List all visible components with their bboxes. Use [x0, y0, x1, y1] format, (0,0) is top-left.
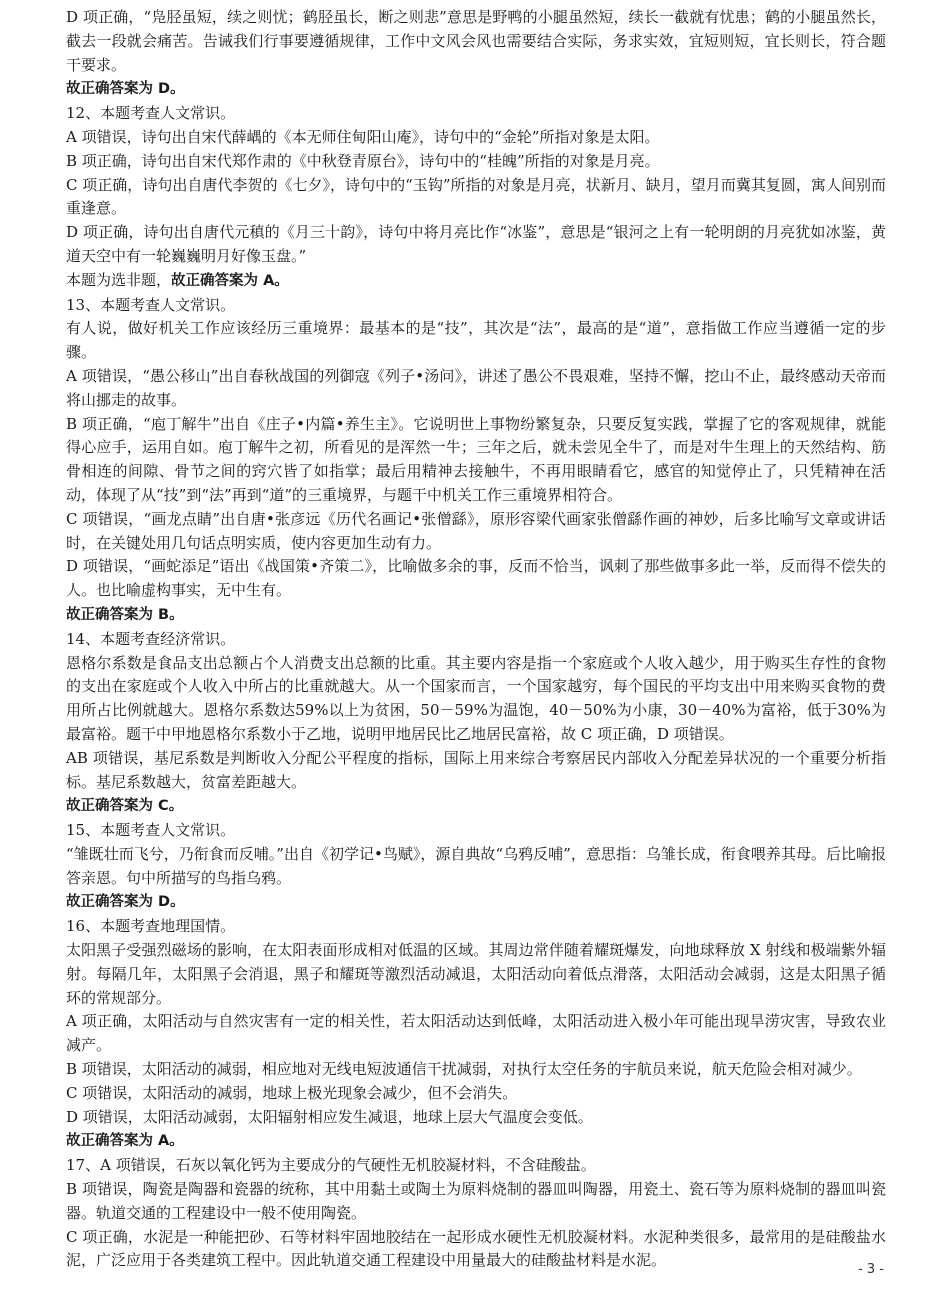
paragraph	[66, 1226, 886, 1274]
paragraph-text: B 项正确，“庖丁解牛”出自《庄子•内篇•养生主》。它说明世上事物纷繁复杂，只要反复实践，掌握了它的客观规律，就能得心应手，运用自如。庖丁解牛之初，所看见的是浑然一牛；三年之后，就未尝见全牛了，而是对牛生理上的天然结构、筋骨相连的间隙、骨节之间的窍穴皆了如指掌；最后用精神去接触牛，不再用眼睛看它，感官的知觉停止了，只凭精神在活动，体现了从“技”到“法”再到“道”的三重境界，与题干中机关工作三重境界相符合。	[66, 414, 886, 504]
paragraph-text: D 项错误，太阳活动减弱，太阳辐射相应发生减退，地球上层大气温度会变低。	[66, 1107, 593, 1126]
paragraph-text: 14、本题考查经济常识。	[66, 629, 236, 648]
answer-line	[66, 603, 886, 628]
paragraph-text: A 项正确，太阳活动与自然灾害有一定的相关性，若太阳活动达到低峰，太阳活动进入极小年可能出现旱涝灾害，导致农业减产。	[66, 1012, 886, 1055]
answer-line	[66, 890, 886, 915]
paragraph-text: 16、本题考查地理国情。	[66, 917, 236, 936]
paragraph-text: B 项错误，太阳活动的减弱，相应地对无线电短波通信干扰减弱，对执行太空任务的宇航员来说，航天危险会相对减少。	[66, 1060, 862, 1079]
paragraph	[66, 939, 886, 1010]
paragraph	[66, 555, 886, 603]
paragraph	[66, 819, 886, 843]
paragraph-text: B 项错误，陶瓷是陶器和瓷器的统称，其中用黏土或陶土为原料烧制的器皿叫陶器，用瓷土、瓷石等为原料烧制的器皿叫瓷器。轨道交通的工程建设中一般不使用陶瓷。	[66, 1180, 886, 1222]
paragraph-text: 故正确答案为 B。	[66, 606, 184, 623]
paragraph-text: A 项错误，诗句出自宋代薛嵎的《本无师住甸阳山庵》，诗句中的“金轮”所指对象是太阳。	[66, 127, 660, 146]
paragraph-text: C 项正确，诗句出自唐代李贺的《七夕》，诗句中的“玉钩”所指的对象是月亮，状新月、缺月，望月而冀其复圆，寓人间别而重逢意。	[66, 175, 886, 218]
paragraph-text: B 项正确，诗句出自宋代郑作肃的《中秋登青原台》，诗句中的“桂魄”所指的对象是月亮。	[66, 151, 660, 170]
paragraph-text: D 项错误，“画蛇添足”语出《战国策•齐策二》，比喻做多余的事，反而不恰当，讽刺了那些做事多此一举，反而得不偿失的人。也比喻虚构事实，无中生有。	[66, 557, 886, 600]
paragraph-text: AB 项错误，基尼系数是判断收入分配公平程度的指标，国际上用来综合考察居民内部收入分配差异状况的一个重要分析指标。基尼系数越大，贫富差距越大。	[66, 748, 886, 791]
paragraph	[66, 413, 886, 508]
answer-line	[66, 1129, 886, 1154]
paragraph	[66, 628, 886, 652]
paragraph-text: 13、本题考查人文常识。	[66, 295, 236, 314]
paragraph	[66, 365, 886, 413]
paragraph-text: C 项错误，“画龙点睛”出自唐•张彦远《历代名画记•张僧繇》，原形容梁代画家张僧繇作画的神妙，后多比喻写文章或讲话时，在关键处用几句话点明实质，使内容更加生动有力。	[66, 509, 886, 552]
paragraph	[66, 747, 886, 795]
paragraph-text: 太阳黑子受强烈磁场的影响，在太阳表面形成相对低温的区域。其周边常伴随着耀斑爆发，向地球释放 X 射线和极端紫外辐射。每隔几年，太阳黑子会消退，黑子和耀斑等激烈活动减退，太阳活动向着低点滑落，太阳活动会减弱，这是太阳黑子循环的常规部分。	[66, 941, 886, 1007]
paragraph	[66, 102, 886, 126]
paragraph	[66, 269, 886, 294]
paragraph-text: D 项正确，诗句出自唐代元稹的《月三十韵》，诗句中将月亮比作“冰鉴”，意思是“银河之上有一轮明朗的月亮犹如冰鉴，黄道天空中有一轮巍巍明月好像玉盘。”	[66, 223, 886, 265]
paragraph	[66, 1178, 886, 1226]
paragraph-text: 15、本题考查人文常识。	[66, 821, 236, 840]
paragraph	[66, 174, 886, 222]
paragraph	[66, 6, 886, 77]
paragraph	[66, 1154, 886, 1178]
paragraph-text: 故正确答案为 D。	[66, 894, 185, 911]
paragraph	[66, 915, 886, 939]
paragraph-text: 本题为选非题，	[66, 270, 172, 289]
paragraph-text: 恩格尔系数是食品支出总额占个人消费支出总额的比重。其主要内容是指一个家庭或个人收入越少，用于购买生存性的食物的支出在家庭或个人收入中所占的比重就越大。从一个国家而言，一个国家越穷，每个国民的平均支出中用来购买食物的费用所占比例就越大。恩格尔系数达59%以上为贫困，50－59%为温饱，40－50%为小康，30－40%为富裕，低于30%为最富裕。题干中甲地恩格尔系数小于乙地，说明甲地居民比乙地居民富裕，故 C 项正确，D 项错误。	[66, 653, 886, 743]
paragraph	[66, 150, 886, 174]
paragraph-text: 12、本题考查人文常识。	[66, 104, 236, 123]
paragraph-text: C 项错误，太阳活动的减弱，地球上极光现象会减少，但不会消失。	[66, 1083, 518, 1102]
paragraph	[66, 843, 886, 891]
paragraph-text: 故正确答案为 D。	[66, 81, 185, 98]
paragraph-text: C 项正确，水泥是一种能把砂、石等材料牢固地胶结在一起形成水硬性无机胶凝材料。水泥种类很多，最常用的是硅酸盐水泥，广泛应用于各类建筑工程中。因此轨道交通工程建设中用量最大的硅酸盐材料是水泥。	[66, 1227, 886, 1270]
document-body	[66, 6, 886, 1273]
paragraph	[66, 508, 886, 556]
paragraph	[66, 317, 886, 365]
answer-line	[66, 794, 886, 819]
answer-line	[66, 77, 886, 102]
paragraph	[66, 652, 886, 747]
page-number: - 3 -	[858, 1262, 884, 1277]
paragraph	[66, 1106, 886, 1130]
paragraph-text: 故正确答案为 C。	[66, 798, 184, 815]
paragraph	[66, 1058, 886, 1082]
paragraph-text: D 项正确，“凫胫虽短，续之则忧；鹤胫虽长，断之则悲”意思是野鸭的小腿虽然短，续长一截就有忧患；鹤的小腿虽然长，截去一段就会痛苦。告诫我们行事要遵循规律，工作中文风会风也需要结合实际，务求实效，宜短则短，宜长则长，符合题干要求。	[66, 8, 886, 74]
paragraph	[66, 221, 886, 269]
paragraph	[66, 1010, 886, 1058]
paragraph	[66, 126, 886, 150]
paragraph	[66, 294, 886, 318]
paragraph	[66, 1082, 886, 1106]
paragraph-text: 故正确答案为 A。	[66, 1133, 184, 1150]
paragraph-text: A 项错误，“愚公移山”出自春秋战国的列御寇《列子•汤问》，讲述了愚公不畏艰难，坚持不懈，挖山不止，最终感动天帝而将山挪走的故事。	[66, 366, 886, 409]
paragraph-text: 有人说，做好机关工作应该经历三重境界：最基本的是“技”，其次是“法”，最高的是“道”，意指做工作应当遵循一定的步骤。	[66, 319, 886, 362]
paragraph-text: “雏既壮而飞兮，乃衔食而反哺。”出自《初学记•鸟赋》，源自典故“乌鸦反哺”，意思指：乌雏长成，衔食喂养其母。后比喻报答亲恩。句中所描写的鸟指乌鸦。	[66, 844, 886, 887]
answer-text: 故正确答案为 A。	[171, 272, 289, 289]
paragraph-text: 17、A 项错误，石灰以氧化钙为主要成分的气硬性无机胶凝材料，不含硅酸盐。	[66, 1156, 596, 1175]
